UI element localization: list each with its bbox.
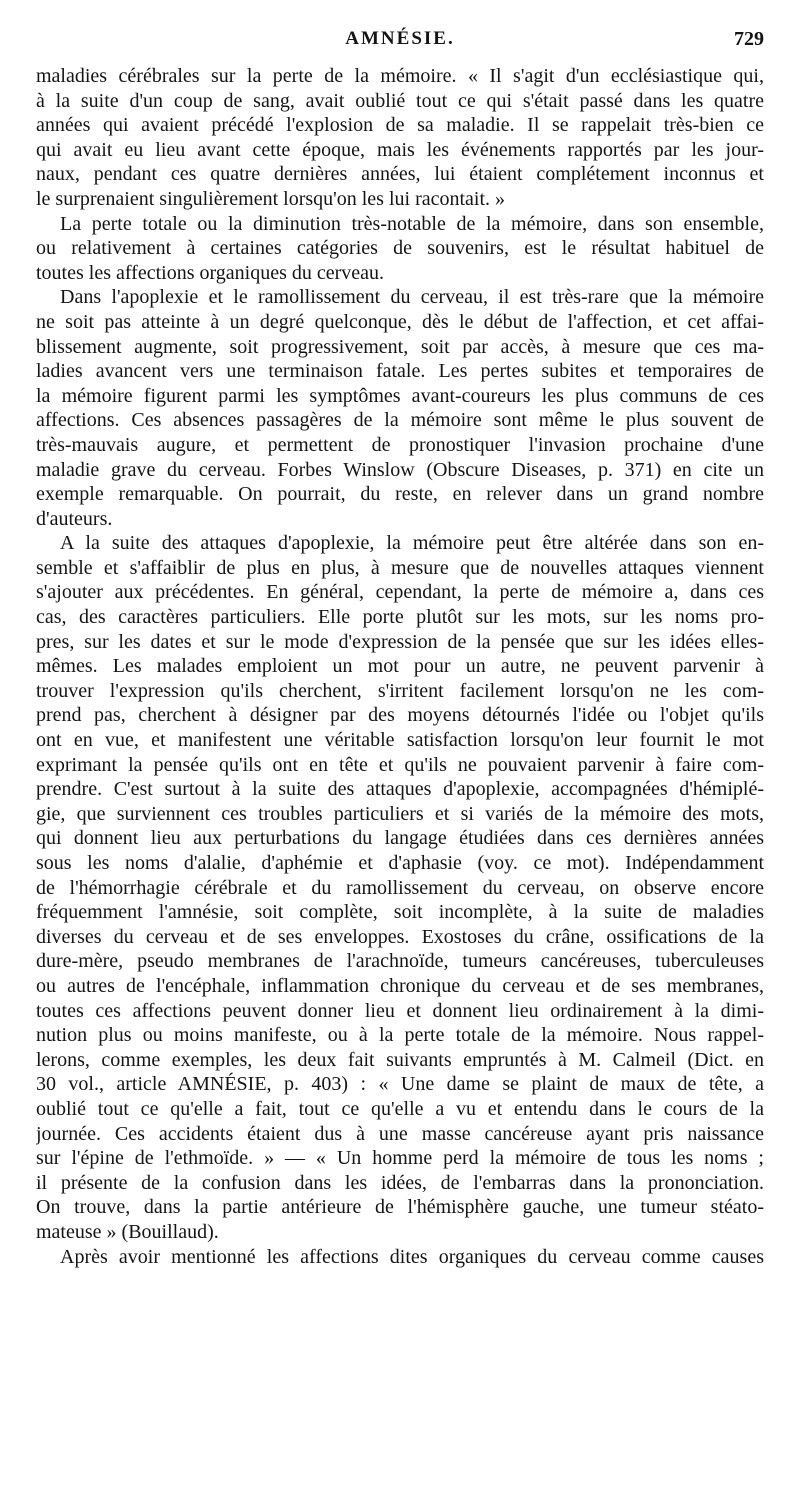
- text-line: ont en vue, et manifestent une véritable satisfaction lorsqu'on leur fournit le mot: [36, 729, 764, 752]
- text-line: semble et s'affaiblir de plus en plus, à mesure que de nouvelles attaques viennent: [36, 556, 764, 579]
- text-line: 30 vol., article AMNÉSIE, p. 403) : « Une dame se plaint de maux de tête, a: [36, 1073, 764, 1096]
- text-line: Après avoir mentionné les affections dites organiques du cerveau comme causes: [60, 1245, 764, 1268]
- text-line: ou relativement à certaines catégories de souvenirs, est le résultat habituel de: [36, 237, 764, 260]
- text-line: toutes les affections organiques du cerveau.: [36, 261, 385, 284]
- text-line: blissement augmente, soit progressivement, soit par accès, à mesure que ces ma-: [36, 335, 764, 358]
- text-line: ne soit pas atteinte à un degré quelconque, dès le début de l'affection, et cet affai-: [36, 310, 764, 333]
- text-line: qui donnent lieu aux perturbations du langage étudiées dans ces dernières années: [36, 827, 764, 850]
- text-line: cas, des caractères particuliers. Elle porte plutôt sur les mots, sur les noms pro-: [36, 606, 764, 629]
- text-line: le surprenaient singulièrement lorsqu'on les lui racontait. »: [36, 187, 506, 210]
- text-line: à la suite d'un coup de sang, avait oublié tout ce qui s'était passé dans les quatre: [36, 89, 764, 112]
- text-line: fréquemment l'amnésie, soit complète, soit incomplète, à la suite de maladies: [36, 901, 764, 924]
- text-line: trouver l'expression qu'ils cherchent, s'irritent facilement lorsqu'on ne les com-: [36, 679, 764, 702]
- text-line: maladie grave du cerveau. Forbes Winslow (Obscure Diseases, p. 371) en cite un: [36, 458, 764, 481]
- text-line: exemple remarquable. On pourrait, du reste, en relever dans un grand nombre: [36, 483, 764, 506]
- text-line: oublié tout ce qu'elle a fait, tout ce qu'elle a vu et entendu dans le cours de la: [36, 1097, 764, 1120]
- text-line: la mémoire figurent parmi les symptômes avant-coureurs les plus communs de ces: [36, 384, 764, 407]
- text-line: nution plus ou moins manifeste, ou à la perte totale de la mémoire. Nous rappel-: [36, 1024, 764, 1047]
- text-line: prendre. C'est surtout à la suite des attaques d'apoplexie, accompagnées d'hémiplé-: [36, 778, 764, 801]
- text-line: journée. Ces accidents étaient dus à une masse cancéreuse ayant pris naissance: [36, 1122, 764, 1145]
- text-line: affections. Ces absences passagères de la mémoire sont même le plus souvent de: [36, 409, 764, 432]
- page-number: 729: [734, 28, 764, 50]
- text-line: s'ajouter aux précédentes. En général, cependant, la perte de mémoire a, dans ces: [36, 581, 764, 604]
- page-header: [36, 28, 764, 58]
- text-line: mateuse » (Bouillaud).: [36, 1220, 219, 1243]
- text-line: maladies cérébrales sur la perte de la mémoire. « Il s'agit d'un ecclésiastique qui,: [36, 65, 764, 87]
- text-line: dure-mère, pseudo membranes de l'arachnoïde, tumeurs cancéreuses, tuberculeuses: [36, 950, 764, 973]
- body-text: [36, 64, 764, 1269]
- text-line: ou autres de l'encéphale, inflammation chronique du cerveau et de ses membranes,: [36, 974, 764, 997]
- text-line: lerons, comme exemples, les deux fait suivants empruntés à M. Calmeil (Dict. en: [36, 1048, 764, 1071]
- text-line: La perte totale ou la diminution très-notable de la mémoire, dans son ensemble,: [60, 212, 764, 235]
- text-line: prend pas, cherchent à désigner par des moyens détournés l'idée ou l'objet qu'ils: [36, 704, 764, 727]
- text-line: mêmes. Les malades emploient un mot pour un autre, ne peuvent parvenir à: [36, 655, 764, 678]
- text-line: naux, pendant ces quatre dernières années, lui étaient complétement inconnus et: [36, 163, 764, 186]
- running-title: AMNÉSIE.: [345, 28, 455, 49]
- text-line: il présente de la confusion dans les idées, de l'embarras dans la prononciation.: [36, 1171, 764, 1194]
- text-line: qui avait eu lieu avant cette époque, mais les événements rapportés par les jour-: [36, 138, 764, 161]
- text-line: gie, que surviennent ces troubles particuliers et si variés de la mémoire des mots,: [36, 802, 764, 825]
- text-line: pres, sur les dates et sur le mode d'expression de la pensée que sur les idées elles-: [36, 630, 764, 653]
- text-line: de l'hémorrhagie cérébrale et du ramollissement du cerveau, on observe encore: [36, 876, 764, 899]
- text-line: très-mauvais augure, et permettent de pronostiquer l'invasion prochaine d'une: [36, 433, 764, 456]
- text-line: A la suite des attaques d'apoplexie, la mémoire peut être altérée dans son en-: [60, 532, 764, 555]
- text-line: toutes ces affections peuvent donner lieu et donnent lieu ordinairement à la dimi-: [36, 999, 764, 1022]
- text-line: ladies avancent vers une terminaison fatale. Les pertes subites et temporaires de: [36, 360, 764, 383]
- text-line: Dans l'apoplexie et le ramollissement du cerveau, il est très-rare que la mémoire: [60, 286, 764, 309]
- text-line: sur l'épine de l'ethmoïde. » — « Un homme perd la mémoire de tous les noms ;: [36, 1147, 764, 1170]
- text-line: On trouve, dans la partie antérieure de l'hémisphère gauche, une tumeur stéato-: [36, 1196, 764, 1219]
- text-line: diverses du cerveau et de ses enveloppes. Exostoses du crâne, ossifications de la: [36, 925, 764, 948]
- text-line: d'auteurs.: [36, 507, 113, 530]
- text-line: années qui avaient précédé l'explosion de sa maladie. Il se rappelait très-bien ce: [36, 114, 764, 137]
- text-line: sous les noms d'alalie, d'aphémie et d'aphasie (voy. ce mot). Indépendamment: [36, 852, 764, 874]
- text-line: exprimant la pensée qu'ils ont en tête et qu'ils ne pouvaient parvenir à faire com-: [36, 753, 764, 776]
